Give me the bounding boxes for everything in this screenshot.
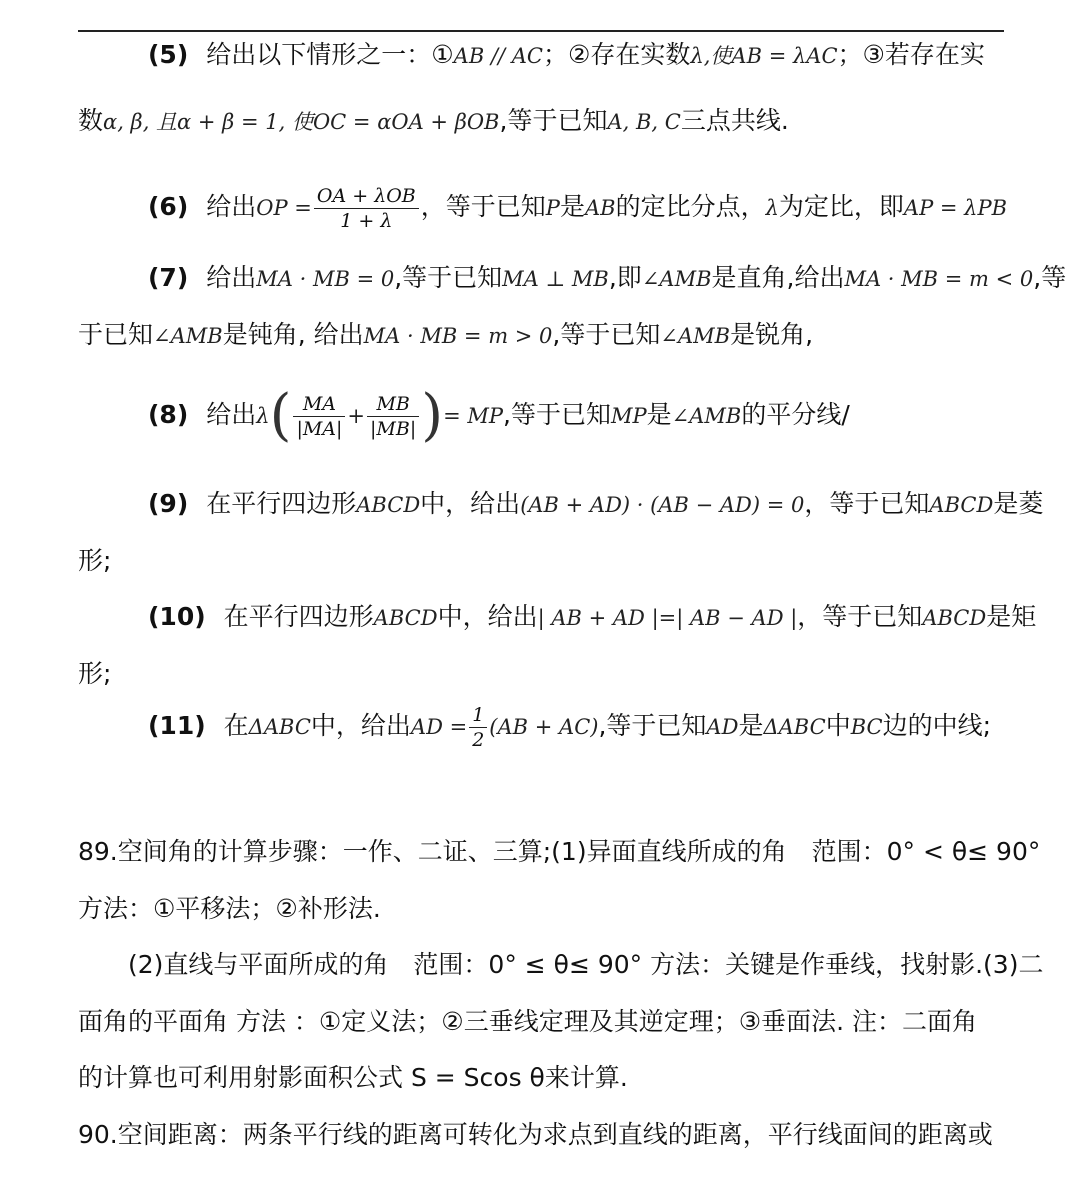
item-9-line-1: (9) 在平行四边形ABCD中，给出(AB + AD) · (AB − AD) = 0，等于已知ABCD是菱 <box>148 489 1044 518</box>
item-10-line-1: (10) 在平行四边形ABCD中，给出| AB + AD |=| AB − AD |，等于已知ABCD是矩 <box>148 602 1037 631</box>
left-paren: ( <box>269 383 292 448</box>
section-90-line-1: 90.空间距离：两条平行线的距离可转化为求点到直线的距离，平行线面间的距离或 <box>78 1120 993 1149</box>
section-89-line-3: (2)直线与平面所成的角 范围：0° ≤ θ≤ 90° 方法：关键是作垂线，找射影.(3)二 <box>128 950 1044 979</box>
section-89-line-4: 面角的平面角 方法 ：①定义法；②三垂线定理及其逆定理；③垂面法. 注：二面角 <box>78 1007 978 1036</box>
right-paren: ) <box>421 383 444 448</box>
item-label: (5) <box>148 40 189 69</box>
fraction: $\frac{MA}{|MA|}$ <box>293 392 345 441</box>
item-label: (7) <box>148 263 189 292</box>
item-label: (8) <box>148 400 189 429</box>
item-label: (11) <box>148 711 206 740</box>
section-89-line-5: 的计算也可利用射影面积公式 S = Scos θ来计算. <box>78 1063 628 1092</box>
item-10-line-2: 形; <box>78 659 112 688</box>
item-11-line: (11) 在ΔABC中，给出AD = $\frac{1}{2}$ (AB + AC),等于已知AD是ΔABC中BC边的中线; <box>148 703 992 751</box>
fraction: $\frac{1}{2}$ <box>469 703 487 752</box>
fraction: $\frac{\text{OA + λOB}}{1 + \lambda}$ <box>314 184 419 233</box>
item-label: (6) <box>148 192 189 221</box>
item-label: (9) <box>148 489 189 518</box>
item-6-line: (6) 给出OP = $\frac{\text{OA + λOB}}{1 + \lambda}$ ，等于已知P是AB的定比分点，λ为定比，即AP = λPB <box>148 184 1008 232</box>
item-9-line-2: 形; <box>78 546 112 575</box>
item-7-line-1: (7) 给出MA · MB = 0,等于已知MA ⊥ MB,即∠AMB是直角,给出MA · MB = m < 0,等 <box>148 263 1067 292</box>
fraction: $\frac{MB}{|MB|}$ <box>367 392 419 441</box>
item-8-line: (8) 给出λ( $\frac{MA}{|MA|}$ + $\frac{MB}{|MB|}$ )= MP,等于已知MP是∠AMB的平分线/ <box>148 383 850 448</box>
item-label: (10) <box>148 602 206 631</box>
section-89-line-2: 方法：①平移法；②补形法. <box>78 894 381 923</box>
item-5-line-2: 数α, β, 且α + β = 1, 使OC = αOA + βOB,等于已知A, B, C三点共线. <box>78 106 789 135</box>
item-7-line-2: 于已知∠AMB是钝角, 给出MA · MB = m > 0,等于已知∠AMB是锐角, <box>78 320 814 349</box>
item-5-line-1: (5) 给出以下情形之一：①AB // AC；②存在实数λ,使AB = λAC；③若存在实 <box>148 40 985 69</box>
section-89-line-1: 89.空间角的计算步骤：一作、二证、三算;(1)异面直线所成的角 范围：0° < θ≤ 90° <box>78 837 1041 866</box>
